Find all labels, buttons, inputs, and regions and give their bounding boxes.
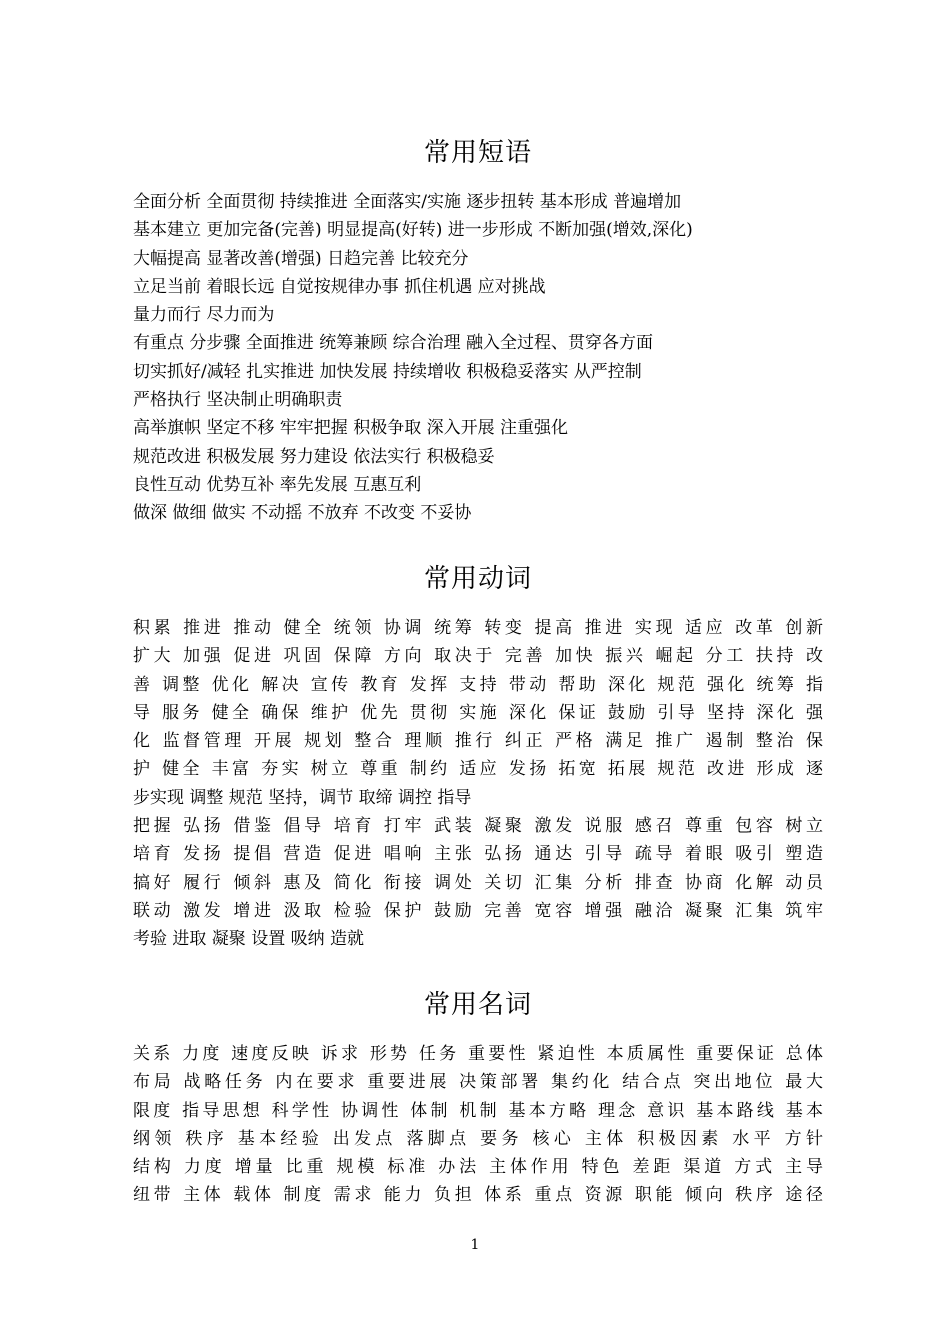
section-common-nouns (133, 988, 823, 1210)
section-body (133, 1040, 823, 1210)
text-line: 布局 战略任务 内在要求 重要进展 决策部署 集约化 结合点 突出地位 最大 (133, 1072, 823, 1093)
section-body (133, 614, 823, 954)
text-line: 纲领 秩序 基本经验 出发点 落脚点 要务 核心 主体 积极因素 水平 方针 (133, 1128, 823, 1149)
text-line: 量力而行 尽力而为 (133, 305, 275, 326)
section-body (133, 188, 823, 528)
text-line: 限度 指导思想 科学性 协调性 体制 机制 基本方略 理念 意识 基本路线 基本 (133, 1100, 823, 1121)
text-line: 考验 进取 凝聚 设置 吸纳 造就 (133, 929, 365, 950)
text-line: 良性互动 优势互补 率先发展 互惠互利 (133, 474, 422, 495)
page-number: 1 (470, 1237, 480, 1253)
text-line: 纽带 主体 载体 制度 需求 能力 负担 体系 重点 资源 职能 倾向 秩序 途径 (133, 1185, 823, 1206)
text-line: 积累 推进 推动 健全 统领 协调 统筹 转变 提高 推进 实现 适应 改革 创新 (133, 618, 823, 638)
text-line: 基本建立 更加完备(完善) 明显提高(好转) 进一步形成 不断加强(增效,深化) (133, 220, 693, 241)
text-line: 切实抓好/减轻 扎实推进 加快发展 持续增收 积极稳妥落实 从严控制 (133, 361, 642, 382)
text-line: 立足当前 着眼长远 自觉按规律办事 抓住机遇 应对挑战 (133, 276, 546, 297)
text-line: 把握 弘扬 借鉴 倡导 培育 打牢 武装 凝聚 激发 说服 感召 尊重 包容 树立 (133, 816, 823, 837)
text-line: 高举旗帜 坚定不移 牢牢把握 积极争取 深入开展 注重强化 (133, 418, 569, 439)
text-line: 关系 力度 速度反映 诉求 形势 任务 重要性 紧迫性 本质属性 重要保证 总体 (133, 1044, 823, 1064)
text-line: 做深 做细 做实 不动摇 不放弃 不改变 不妥协 (133, 503, 472, 524)
text-line: 培育 发扬 提倡 营造 促进 唱响 主张 弘扬 通达 引导 疏导 着眼 吸引 塑造 (133, 844, 823, 865)
section-common-phrases (133, 136, 823, 528)
text-line: 步实现 调整 规范 坚持，调节 取缔 调控 指导 (133, 787, 472, 808)
text-line: 严格执行 坚决制止明确职责 (133, 390, 343, 411)
text-line: 规范改进 积极发展 努力建设 依法实行 积极稳妥 (133, 446, 495, 467)
text-line: 结构 力度 增量 比重 规模 标准 办法 主体作用 特色 差距 渠道 方式 主导 (133, 1157, 823, 1178)
text-line: 大幅提高 显著改善(增强) 日趋完善 比较充分 (133, 248, 469, 269)
section-heading: 常用短语 (423, 138, 532, 168)
text-line: 扩大 加强 促进 巩固 保障 方向 取决于 完善 加快 振兴 崛起 分工 扶持 改 (133, 646, 823, 667)
section-heading: 常用动词 (423, 564, 532, 594)
section-heading: 常用名词 (423, 990, 532, 1020)
text-line: 护 健全 丰富 夯实 树立 尊重 制约 适应 发扬 拓宽 拓展 规范 改进 形成 逐 (133, 759, 823, 780)
section-common-verbs (133, 562, 823, 954)
text-line: 化 监督管理 开展 规划 整合 理顺 推行 纠正 严格 满足 推广 遏制 整治 保 (133, 731, 823, 752)
text-line: 搞好 履行 倾斜 惠及 简化 衔接 调处 关切 汇集 分析 排查 协商 化解 动员 (133, 872, 823, 893)
text-line: 有重点 分步骤 全面推进 统筹兼顾 综合治理 融入全过程、贯穿各方面 (133, 333, 654, 354)
text-line: 联动 激发 增进 汲取 检验 保护 鼓励 完善 宽容 增强 融洽 凝聚 汇集 筑牢 (133, 900, 823, 921)
text-line: 导 服务 健全 确保 维护 优先 贯彻 实施 深化 保证 鼓励 引导 坚持 深化 强 (133, 702, 823, 723)
text-line: 全面分析 全面贯彻 持续推进 全面落实/实施 逐步扭转 基本形成 普遍增加 (133, 192, 682, 212)
text-line: 善 调整 优化 解决 宣传 教育 发挥 支持 带动 帮助 深化 规范 强化 统筹 指 (133, 674, 823, 695)
